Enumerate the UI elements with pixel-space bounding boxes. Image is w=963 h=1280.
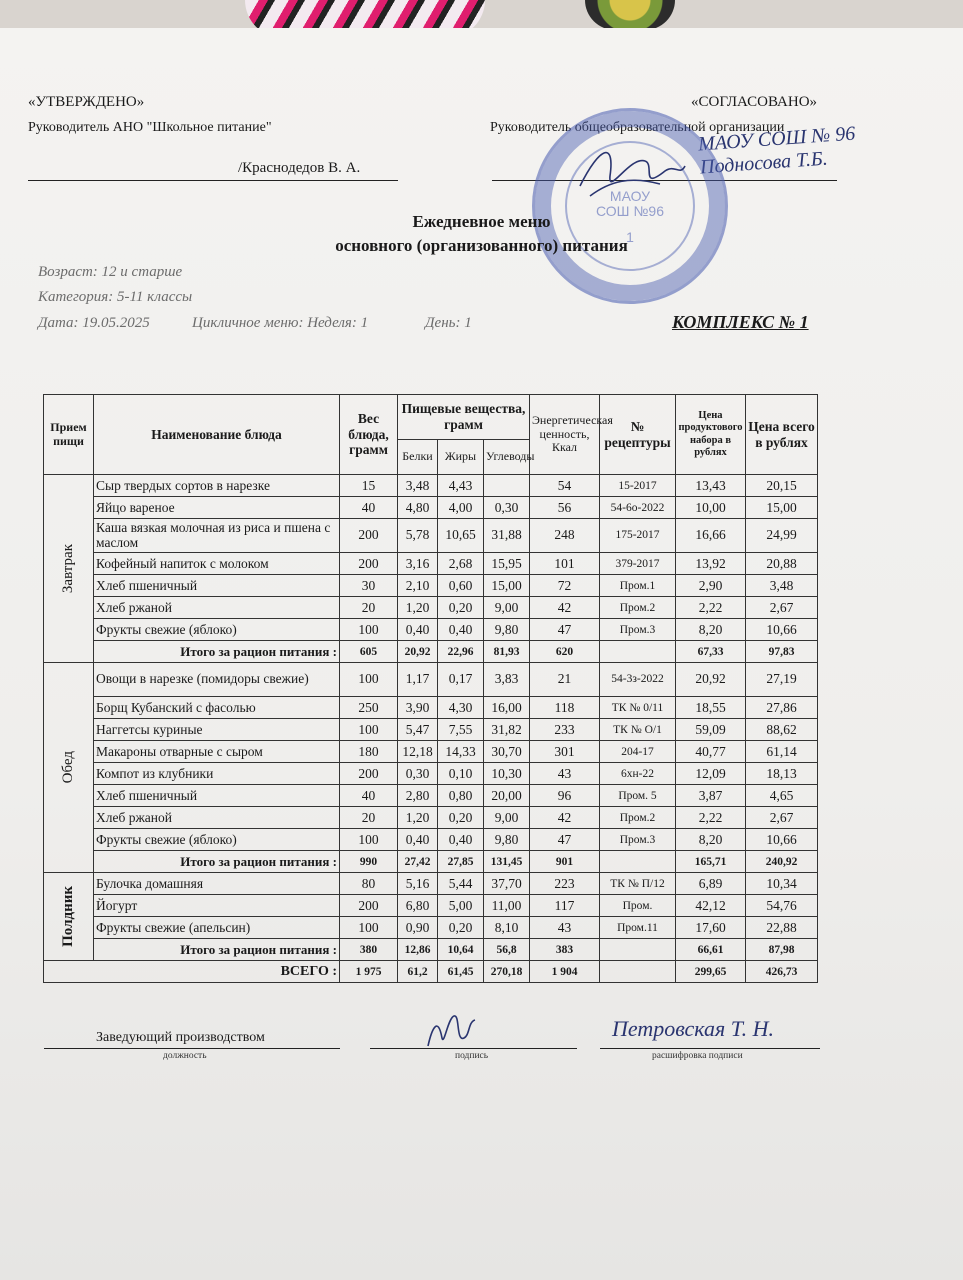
cell-fat: 4,30 — [438, 697, 484, 719]
header-carbs: Углеводы — [484, 440, 530, 475]
meta-day: День: 1 — [425, 315, 472, 331]
cell-recipe: ТК № О/1 — [600, 719, 676, 741]
cell-carbs: 8,10 — [484, 917, 530, 939]
cell-recipe: Пром.1 — [600, 575, 676, 597]
cell-fat: 0,80 — [438, 785, 484, 807]
cell-set-price: 17,60 — [676, 917, 746, 939]
footer-decode-line — [600, 1048, 820, 1049]
cell-set-price: 40,77 — [676, 741, 746, 763]
footer-signature-caption: подпись — [455, 1051, 489, 1061]
cell-carbs: 30,70 — [484, 741, 530, 763]
table-row — [44, 475, 818, 497]
cell-energy: 72 — [530, 575, 600, 597]
header-set-price: Цена продуктового набора в рублях — [676, 395, 746, 475]
table-row — [44, 873, 818, 895]
total-set-price: 165,71 — [676, 851, 746, 873]
header-meal: Прием пищи — [44, 395, 94, 475]
cell-recipe: 379-2017 — [600, 553, 676, 575]
cell-total-price: 3,48 — [746, 575, 818, 597]
cell-carbs: 3,83 — [484, 663, 530, 697]
table-row — [44, 763, 818, 785]
cell-fat: 14,33 — [438, 741, 484, 763]
cell-weight: 100 — [340, 719, 398, 741]
cell-set-price: 42,12 — [676, 895, 746, 917]
total-set-price: 66,61 — [676, 939, 746, 961]
cell-fat: 0,10 — [438, 763, 484, 785]
cell-carbs: 9,80 — [484, 619, 530, 641]
cell-energy: 96 — [530, 785, 600, 807]
cell-carbs: 11,00 — [484, 895, 530, 917]
agreed-signature-scribble — [570, 136, 690, 206]
cell-energy: 47 — [530, 829, 600, 851]
cell-recipe: 6хн-22 — [600, 763, 676, 785]
cell-carbs: 15,00 — [484, 575, 530, 597]
total-protein: 12,86 — [398, 939, 438, 961]
section-total-row — [44, 939, 818, 961]
dish-name: Фрукты свежие (апельсин) — [94, 917, 340, 939]
table-row — [44, 575, 818, 597]
cell-set-price: 18,55 — [676, 697, 746, 719]
table-row — [44, 719, 818, 741]
cell-total-price: 61,14 — [746, 741, 818, 763]
cell-protein: 1,20 — [398, 597, 438, 619]
cell-carbs: 0,30 — [484, 497, 530, 519]
cell-set-price: 3,87 — [676, 785, 746, 807]
cell-recipe: Пром.2 — [600, 807, 676, 829]
cell-total-price: 18,13 — [746, 763, 818, 785]
stamp-line-3: 1 — [626, 228, 634, 245]
total-total-price: 240,92 — [746, 851, 818, 873]
cell-set-price: 2,90 — [676, 575, 746, 597]
cell-weight: 250 — [340, 697, 398, 719]
cell-recipe: 175-2017 — [600, 519, 676, 553]
dish-name: Хлеб ржаной — [94, 597, 340, 619]
dish-name: Яйцо вареное — [94, 497, 340, 519]
total-energy: 620 — [530, 641, 600, 663]
cell-set-price: 20,92 — [676, 663, 746, 697]
cell-energy: 56 — [530, 497, 600, 519]
cell-total-price: 22,88 — [746, 917, 818, 939]
table-row — [44, 741, 818, 763]
cell-protein: 6,80 — [398, 895, 438, 917]
table-body — [44, 475, 818, 983]
cell-fat: 0,17 — [438, 663, 484, 697]
cell-energy: 301 — [530, 741, 600, 763]
approved-signature-line — [28, 180, 398, 181]
cell-carbs: 20,00 — [484, 785, 530, 807]
total-label: Итого за рацион питания : — [94, 939, 340, 961]
cell-set-price: 10,00 — [676, 497, 746, 519]
dish-name: Хлеб ржаной — [94, 807, 340, 829]
table-row — [44, 519, 818, 553]
agreed-handwritten-school: МАОУ СОШ № 96 — [697, 122, 856, 156]
cell-recipe: Пром. — [600, 895, 676, 917]
total-total-price: 97,83 — [746, 641, 818, 663]
cell-set-price: 6,89 — [676, 873, 746, 895]
cell-total-price: 54,76 — [746, 895, 818, 917]
cell-carbs: 16,00 — [484, 697, 530, 719]
cell-weight: 40 — [340, 497, 398, 519]
cell-recipe: 204-17 — [600, 741, 676, 763]
table-row — [44, 663, 818, 697]
cell-set-price: 16,66 — [676, 519, 746, 553]
cell-energy: 248 — [530, 519, 600, 553]
cell-weight: 80 — [340, 873, 398, 895]
cell-energy: 223 — [530, 873, 600, 895]
grand-total-weight: 1 975 — [340, 961, 398, 983]
grand-total-fat: 61,45 — [438, 961, 484, 983]
table-row — [44, 497, 818, 519]
cell-weight: 100 — [340, 829, 398, 851]
cell-recipe: ТК № 0/11 — [600, 697, 676, 719]
section-total-row — [44, 641, 818, 663]
cell-weight: 20 — [340, 807, 398, 829]
cell-carbs: 9,00 — [484, 807, 530, 829]
footer-handwritten-name: Петровская Т. Н. — [612, 1016, 774, 1041]
cell-total-price: 15,00 — [746, 497, 818, 519]
cell-set-price: 8,20 — [676, 829, 746, 851]
table-row — [44, 917, 818, 939]
total-energy: 383 — [530, 939, 600, 961]
cell-total-price: 2,67 — [746, 807, 818, 829]
cell-set-price: 59,09 — [676, 719, 746, 741]
total-recipe — [600, 851, 676, 873]
cell-fat: 5,00 — [438, 895, 484, 917]
cell-fat: 0,20 — [438, 597, 484, 619]
grand-total-carbs: 270,18 — [484, 961, 530, 983]
cell-weight: 15 — [340, 475, 398, 497]
stamp-line-2: СОШ №96 — [595, 203, 664, 220]
cell-recipe: Пром.11 — [600, 917, 676, 939]
total-total-price: 87,98 — [746, 939, 818, 961]
grand-total-label: ВСЕГО : — [44, 961, 340, 983]
cell-total-price: 4,65 — [746, 785, 818, 807]
total-recipe — [600, 641, 676, 663]
agreed-title: «СОГЛАСОВАНО» — [691, 94, 818, 110]
dish-name: Наггетсы куриные — [94, 719, 340, 741]
cell-fat: 4,00 — [438, 497, 484, 519]
cell-total-price: 20,15 — [746, 475, 818, 497]
section-total-row — [44, 851, 818, 873]
table-row — [44, 895, 818, 917]
cell-fat: 0,20 — [438, 807, 484, 829]
grand-total-total-price: 426,73 — [746, 961, 818, 983]
cell-carbs: 31,88 — [484, 519, 530, 553]
approved-role: Руководитель АНО "Школьное питание" — [28, 120, 272, 135]
cell-total-price: 88,62 — [746, 719, 818, 741]
table-row — [44, 697, 818, 719]
cell-recipe: Пром.2 — [600, 597, 676, 619]
cell-protein: 2,80 — [398, 785, 438, 807]
cell-fat: 7,55 — [438, 719, 484, 741]
table-row — [44, 553, 818, 575]
header-recipe: № рецептуры — [600, 395, 676, 475]
total-fat: 27,85 — [438, 851, 484, 873]
table-row — [44, 619, 818, 641]
cell-protein: 2,10 — [398, 575, 438, 597]
cell-recipe: Пром.3 — [600, 619, 676, 641]
header-weight: Вес блюда, грамм — [340, 395, 398, 475]
cell-carbs: 15,95 — [484, 553, 530, 575]
total-carbs: 81,93 — [484, 641, 530, 663]
cell-protein: 1,17 — [398, 663, 438, 697]
cell-recipe: Пром.3 — [600, 829, 676, 851]
cell-total-price: 27,19 — [746, 663, 818, 697]
dish-name: Булочка домашняя — [94, 873, 340, 895]
cell-fat: 0,40 — [438, 829, 484, 851]
cell-weight: 180 — [340, 741, 398, 763]
cell-set-price: 12,09 — [676, 763, 746, 785]
header-dish: Наименование блюда — [94, 395, 340, 475]
table-row — [44, 785, 818, 807]
total-fat: 22,96 — [438, 641, 484, 663]
cell-protein: 12,18 — [398, 741, 438, 763]
cell-set-price: 13,92 — [676, 553, 746, 575]
dish-name: Хлеб пшеничный — [94, 785, 340, 807]
cell-fat: 0,60 — [438, 575, 484, 597]
table-row — [44, 597, 818, 619]
header-protein: Белки — [398, 440, 438, 475]
grand-total-energy: 1 904 — [530, 961, 600, 983]
cell-set-price: 8,20 — [676, 619, 746, 641]
total-set-price: 67,33 — [676, 641, 746, 663]
meta-cycle: Цикличное меню: Неделя: 1 — [192, 315, 369, 331]
agreed-handwritten-name: Подносова Т.Б. — [699, 147, 829, 179]
cell-protein: 3,48 — [398, 475, 438, 497]
dish-name: Йогурт — [94, 895, 340, 917]
cell-energy: 118 — [530, 697, 600, 719]
cell-protein: 0,90 — [398, 917, 438, 939]
dish-name: Борщ Кубанский с фасолью — [94, 697, 340, 719]
cell-recipe: ТК № П/12 — [600, 873, 676, 895]
footer-head-position: Заведующий производством — [96, 1030, 265, 1045]
complex-number: КОМПЛЕКС № 1 — [672, 312, 809, 332]
dish-name: Компот из клубники — [94, 763, 340, 785]
cell-fat: 0,20 — [438, 917, 484, 939]
dish-name: Кофейный напиток с молоком — [94, 553, 340, 575]
table-row — [44, 807, 818, 829]
cell-protein: 0,30 — [398, 763, 438, 785]
header-energy: Энергетическая ценность, Ккал — [530, 395, 600, 475]
cell-energy: 43 — [530, 917, 600, 939]
cell-weight: 100 — [340, 917, 398, 939]
cell-weight: 200 — [340, 895, 398, 917]
cell-total-price: 20,88 — [746, 553, 818, 575]
cell-total-price: 10,66 — [746, 829, 818, 851]
cell-recipe: 54-3з-2022 — [600, 663, 676, 697]
total-fat: 10,64 — [438, 939, 484, 961]
cell-recipe: 54-6о-2022 — [600, 497, 676, 519]
cell-weight: 100 — [340, 663, 398, 697]
cell-weight: 40 — [340, 785, 398, 807]
cell-recipe: Пром. 5 — [600, 785, 676, 807]
cell-protein: 1,20 — [398, 807, 438, 829]
total-protein: 20,92 — [398, 641, 438, 663]
meta-category: Категория: 5-11 классы — [38, 289, 193, 305]
total-weight: 380 — [340, 939, 398, 961]
cell-total-price: 10,34 — [746, 873, 818, 895]
cell-total-price: 24,99 — [746, 519, 818, 553]
cell-recipe: 15-2017 — [600, 475, 676, 497]
cell-set-price: 13,43 — [676, 475, 746, 497]
cell-fat: 5,44 — [438, 873, 484, 895]
cell-weight: 30 — [340, 575, 398, 597]
cell-total-price: 10,66 — [746, 619, 818, 641]
cell-energy: 233 — [530, 719, 600, 741]
cell-weight: 20 — [340, 597, 398, 619]
approved-title: «УТВЕРЖДЕНО» — [28, 94, 145, 110]
cell-weight: 200 — [340, 519, 398, 553]
cell-protein: 3,90 — [398, 697, 438, 719]
table-row — [44, 829, 818, 851]
cell-carbs: 10,30 — [484, 763, 530, 785]
cell-energy: 101 — [530, 553, 600, 575]
cell-protein: 5,78 — [398, 519, 438, 553]
cell-energy: 42 — [530, 807, 600, 829]
total-protein: 27,42 — [398, 851, 438, 873]
cell-energy: 21 — [530, 663, 600, 697]
meal-cell — [44, 663, 94, 873]
meta-age: Возраст: 12 и старше — [38, 264, 183, 280]
header-total-price: Цена всего в рублях — [746, 395, 818, 475]
stamp-line-1: МАОУ — [609, 188, 651, 204]
dish-name: Макароны отварные с сыром — [94, 741, 340, 763]
cell-energy: 42 — [530, 597, 600, 619]
agreed-role: Руководитель общеобразовательной организации — [490, 120, 785, 135]
cell-carbs: 31,82 — [484, 719, 530, 741]
menu-table — [43, 394, 818, 983]
cell-protein: 0,40 — [398, 619, 438, 641]
grand-total-row — [44, 961, 818, 983]
cell-carbs: 9,00 — [484, 597, 530, 619]
cell-total-price: 27,86 — [746, 697, 818, 719]
cell-fat: 2,68 — [438, 553, 484, 575]
dish-name: Фрукты свежие (яблоко) — [94, 619, 340, 641]
total-weight: 605 — [340, 641, 398, 663]
meal-label: Полдник — [60, 886, 76, 947]
cell-set-price: 2,22 — [676, 597, 746, 619]
cell-fat: 4,43 — [438, 475, 484, 497]
meal-cell — [44, 873, 94, 961]
document-page — [0, 28, 963, 1280]
dish-name: Овощи в нарезке (помидоры свежие) — [94, 663, 340, 697]
cell-protein: 5,16 — [398, 873, 438, 895]
total-energy: 901 — [530, 851, 600, 873]
footer-position-line — [44, 1048, 340, 1049]
cell-energy: 47 — [530, 619, 600, 641]
menu-title-line-1: Ежедневное меню — [412, 212, 551, 231]
cell-protein: 3,16 — [398, 553, 438, 575]
approved-name: /Краснодедов В. А. — [238, 160, 361, 176]
grand-total-protein: 61,2 — [398, 961, 438, 983]
grand-total-set-price: 299,65 — [676, 961, 746, 983]
cell-carbs — [484, 475, 530, 497]
total-carbs: 131,45 — [484, 851, 530, 873]
dish-name: Фрукты свежие (яблоко) — [94, 829, 340, 851]
cell-energy: 117 — [530, 895, 600, 917]
footer-signature-scribble — [420, 1008, 480, 1050]
meta-date: Дата: 19.05.2025 — [38, 315, 150, 331]
meal-label: Завтрак — [60, 543, 76, 594]
cell-carbs: 37,70 — [484, 873, 530, 895]
total-recipe — [600, 939, 676, 961]
menu-title-line-2: основного (организованного) питания — [335, 236, 628, 255]
cell-weight: 200 — [340, 763, 398, 785]
cell-total-price: 2,67 — [746, 597, 818, 619]
footer-position-caption: должность — [163, 1051, 207, 1061]
cell-weight: 100 — [340, 619, 398, 641]
meal-label: Обед — [60, 751, 77, 784]
dish-name: Сыр твердых сортов в нарезке — [94, 475, 340, 497]
cell-fat: 0,40 — [438, 619, 484, 641]
cell-protein: 4,80 — [398, 497, 438, 519]
dish-name: Хлеб пшеничный — [94, 575, 340, 597]
total-label: Итого за рацион питания : — [94, 851, 340, 873]
grand-total-recipe — [600, 961, 676, 983]
dish-name: Каша вязкая молочная из риса и пшена с маслом — [94, 519, 340, 553]
cell-protein: 0,40 — [398, 829, 438, 851]
total-label: Итого за рацион питания : — [94, 641, 340, 663]
header-fat: Жиры — [438, 440, 484, 475]
cell-weight: 200 — [340, 553, 398, 575]
meal-cell — [44, 475, 94, 663]
header-nutrients: Пищевые вещества, грамм — [398, 395, 530, 440]
total-carbs: 56,8 — [484, 939, 530, 961]
cell-carbs: 9,80 — [484, 829, 530, 851]
cell-set-price: 2,22 — [676, 807, 746, 829]
cell-protein: 5,47 — [398, 719, 438, 741]
cell-energy: 54 — [530, 475, 600, 497]
cell-fat: 10,65 — [438, 519, 484, 553]
cell-energy: 43 — [530, 763, 600, 785]
total-weight: 990 — [340, 851, 398, 873]
footer-decode-caption: расшифровка подписи — [652, 1051, 743, 1061]
